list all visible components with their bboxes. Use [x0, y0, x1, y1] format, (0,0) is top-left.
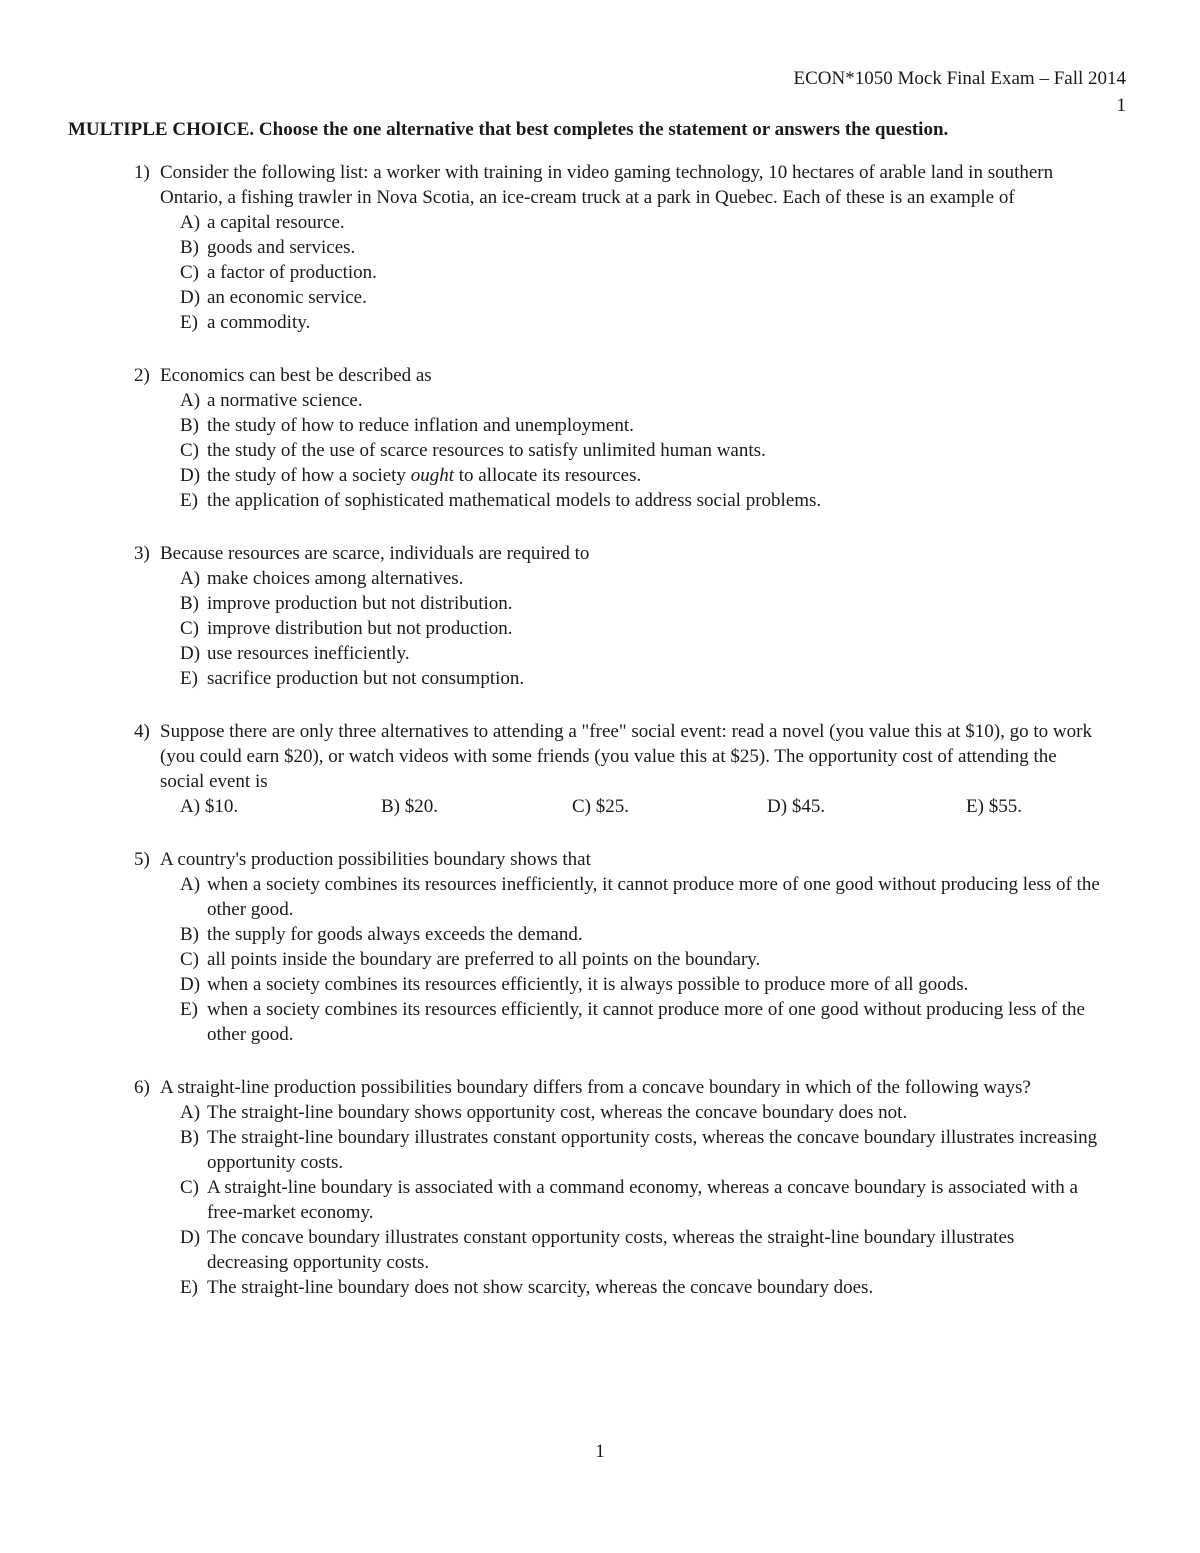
option-letter: A)	[180, 212, 201, 233]
option-e	[0, 310, 1200, 335]
option-letter: B)	[180, 237, 199, 258]
option-text: goods and services.	[207, 237, 356, 258]
option-text: when a society combines its resources inefficiently, it cannot produce more of one good without producing less of the other good.	[207, 874, 1100, 920]
option-a	[0, 388, 1200, 413]
option-letter: B)	[180, 593, 199, 614]
option-letter: B)	[381, 796, 400, 817]
option-letter: C)	[180, 1177, 199, 1198]
option-letter: A)	[180, 390, 201, 411]
option-letter: E)	[966, 796, 984, 817]
option-text: a factor of production.	[207, 262, 377, 283]
option-letter: C)	[180, 262, 199, 283]
option-letter: E)	[180, 668, 198, 689]
header-page-number: 1	[1116, 95, 1126, 116]
question-number: 1)	[134, 162, 150, 183]
question-text: Because resources are scarce, individuals are required to	[160, 543, 590, 564]
question-4	[0, 719, 1200, 819]
option-letter: E)	[180, 490, 198, 511]
question-1	[0, 160, 1200, 335]
option-text: improve distribution but not production.	[207, 618, 513, 639]
question-number: 3)	[134, 543, 150, 564]
option-b	[0, 1125, 1200, 1175]
option-a	[0, 210, 1200, 235]
option-letter: E)	[180, 1277, 198, 1298]
question-5	[0, 847, 1200, 1047]
option-letter: A)	[180, 568, 201, 589]
option-letter: A)	[180, 796, 201, 817]
option-e	[0, 1275, 1200, 1300]
option-b	[0, 922, 1200, 947]
option-c	[0, 616, 1200, 641]
option-text-before: the study of how a society	[207, 465, 411, 486]
question-text: A country's production possibilities boundary shows that	[160, 849, 591, 870]
option-e	[0, 997, 1200, 1047]
question-number: 2)	[134, 365, 150, 386]
option-text: The straight-line boundary does not show scarcity, whereas the concave boundary does.	[207, 1277, 874, 1298]
question-list	[0, 160, 1200, 1328]
option-text: a commodity.	[207, 312, 311, 333]
instructions: MULTIPLE CHOICE. Choose the one alternative that best completes the statement or answers the question.	[68, 119, 949, 140]
option-c	[0, 260, 1200, 285]
option-text: make choices among alternatives.	[207, 568, 464, 589]
option-b	[381, 794, 438, 819]
option-c	[0, 438, 1200, 463]
option-b	[0, 235, 1200, 260]
option-text: $20.	[404, 796, 438, 817]
option-d	[0, 972, 1200, 997]
option-text: The straight-line boundary shows opportunity cost, whereas the concave boundary does not.	[207, 1102, 908, 1123]
option-letter: D)	[180, 974, 201, 995]
option-text: the application of sophisticated mathematical models to address social problems.	[207, 490, 822, 511]
option-text: the study of the use of scarce resources to satisfy unlimited human wants.	[207, 440, 766, 461]
option-text: when a society combines its resources efficiently, it is always possible to produce more of all goods.	[207, 974, 969, 995]
header-title: ECON*1050 Mock Final Exam – Fall 2014	[793, 68, 1126, 89]
option-text: The concave boundary illustrates constant opportunity costs, whereas the straight-line boundary illustrates decreasing opportunity costs.	[207, 1227, 1015, 1273]
option-text: the study of how to reduce inflation and unemployment.	[207, 415, 634, 436]
option-b	[0, 591, 1200, 616]
option-d	[0, 463, 1200, 488]
question-number: 6)	[134, 1077, 150, 1098]
option-d	[0, 285, 1200, 310]
option-d	[767, 794, 825, 819]
question-text: Suppose there are only three alternatives to attending a "free" social event: read a novel (you value this at $10), go to work (you could earn $20), or watch videos with some friends (you value this at $25). The opportunity cost of attending the social event is	[160, 721, 1092, 792]
question-number: 4)	[134, 721, 150, 742]
option-text: a normative science.	[207, 390, 363, 411]
option-letter: C)	[180, 949, 199, 970]
option-letter: D)	[767, 796, 788, 817]
option-b	[0, 413, 1200, 438]
option-text: use resources inefficiently.	[207, 643, 410, 664]
option-text: The straight-line boundary illustrates constant opportunity costs, whereas the concave boundary illustrates increasing opportunity costs.	[207, 1127, 1098, 1173]
question-3	[0, 541, 1200, 691]
option-letter: C)	[180, 618, 199, 639]
option-text: the supply for goods always exceeds the demand.	[207, 924, 583, 945]
option-e	[0, 488, 1200, 513]
option-d	[0, 1225, 1200, 1275]
option-letter: A)	[180, 1102, 201, 1123]
option-letter: D)	[180, 1227, 201, 1248]
option-letter: C)	[180, 440, 199, 461]
option-letter: E)	[180, 312, 198, 333]
question-6	[0, 1075, 1200, 1300]
option-c	[0, 947, 1200, 972]
option-row	[0, 794, 1200, 819]
option-text: an economic service.	[207, 287, 367, 308]
option-text: $25.	[595, 796, 629, 817]
option-c	[572, 794, 629, 819]
question-2	[0, 363, 1200, 513]
option-text: A straight-line boundary is associated with a command economy, whereas a concave boundary is associated with a free-market economy.	[207, 1177, 1078, 1223]
option-text: improve production but not distribution.	[207, 593, 513, 614]
option-text: when a society combines its resources efficiently, it cannot produce more of one good without producing less of the other good.	[207, 999, 1085, 1045]
option-a	[0, 872, 1200, 922]
footer-page-number: 1	[595, 1441, 605, 1462]
option-text: a capital resource.	[207, 212, 345, 233]
option-text: sacrifice production but not consumption.	[207, 668, 525, 689]
option-text: $55.	[988, 796, 1022, 817]
option-text-after: to allocate its resources.	[453, 465, 642, 486]
option-letter: E)	[180, 999, 198, 1020]
option-d	[0, 641, 1200, 666]
question-text: Consider the following list: a worker with training in video gaming technology, 10 hectares of arable land in southern Ontario, a fishing trawler in Nova Scotia, an ice-cream truck at a park in Quebec. Each of these is an example of	[160, 162, 1054, 208]
option-e	[966, 794, 1022, 819]
option-letter: A)	[180, 874, 201, 895]
option-c	[0, 1175, 1200, 1225]
question-number: 5)	[134, 849, 150, 870]
option-letter: B)	[180, 1127, 199, 1148]
question-text: A straight-line production possibilities boundary differs from a concave boundary in which of the following ways?	[160, 1077, 1031, 1098]
option-letter: B)	[180, 415, 199, 436]
option-text: $10.	[204, 796, 239, 817]
option-a	[0, 566, 1200, 591]
option-letter: D)	[180, 287, 201, 308]
option-e	[0, 666, 1200, 691]
option-text: $45.	[791, 796, 826, 817]
option-a	[0, 1100, 1200, 1125]
option-letter: C)	[572, 796, 591, 817]
option-text-emphasis: ought	[410, 465, 454, 486]
option-letter: B)	[180, 924, 199, 945]
option-a	[180, 794, 238, 819]
option-letter: D)	[180, 465, 201, 486]
option-letter: D)	[180, 643, 201, 664]
option-text: all points inside the boundary are preferred to all points on the boundary.	[207, 949, 761, 970]
question-text: Economics can best be described as	[160, 365, 432, 386]
